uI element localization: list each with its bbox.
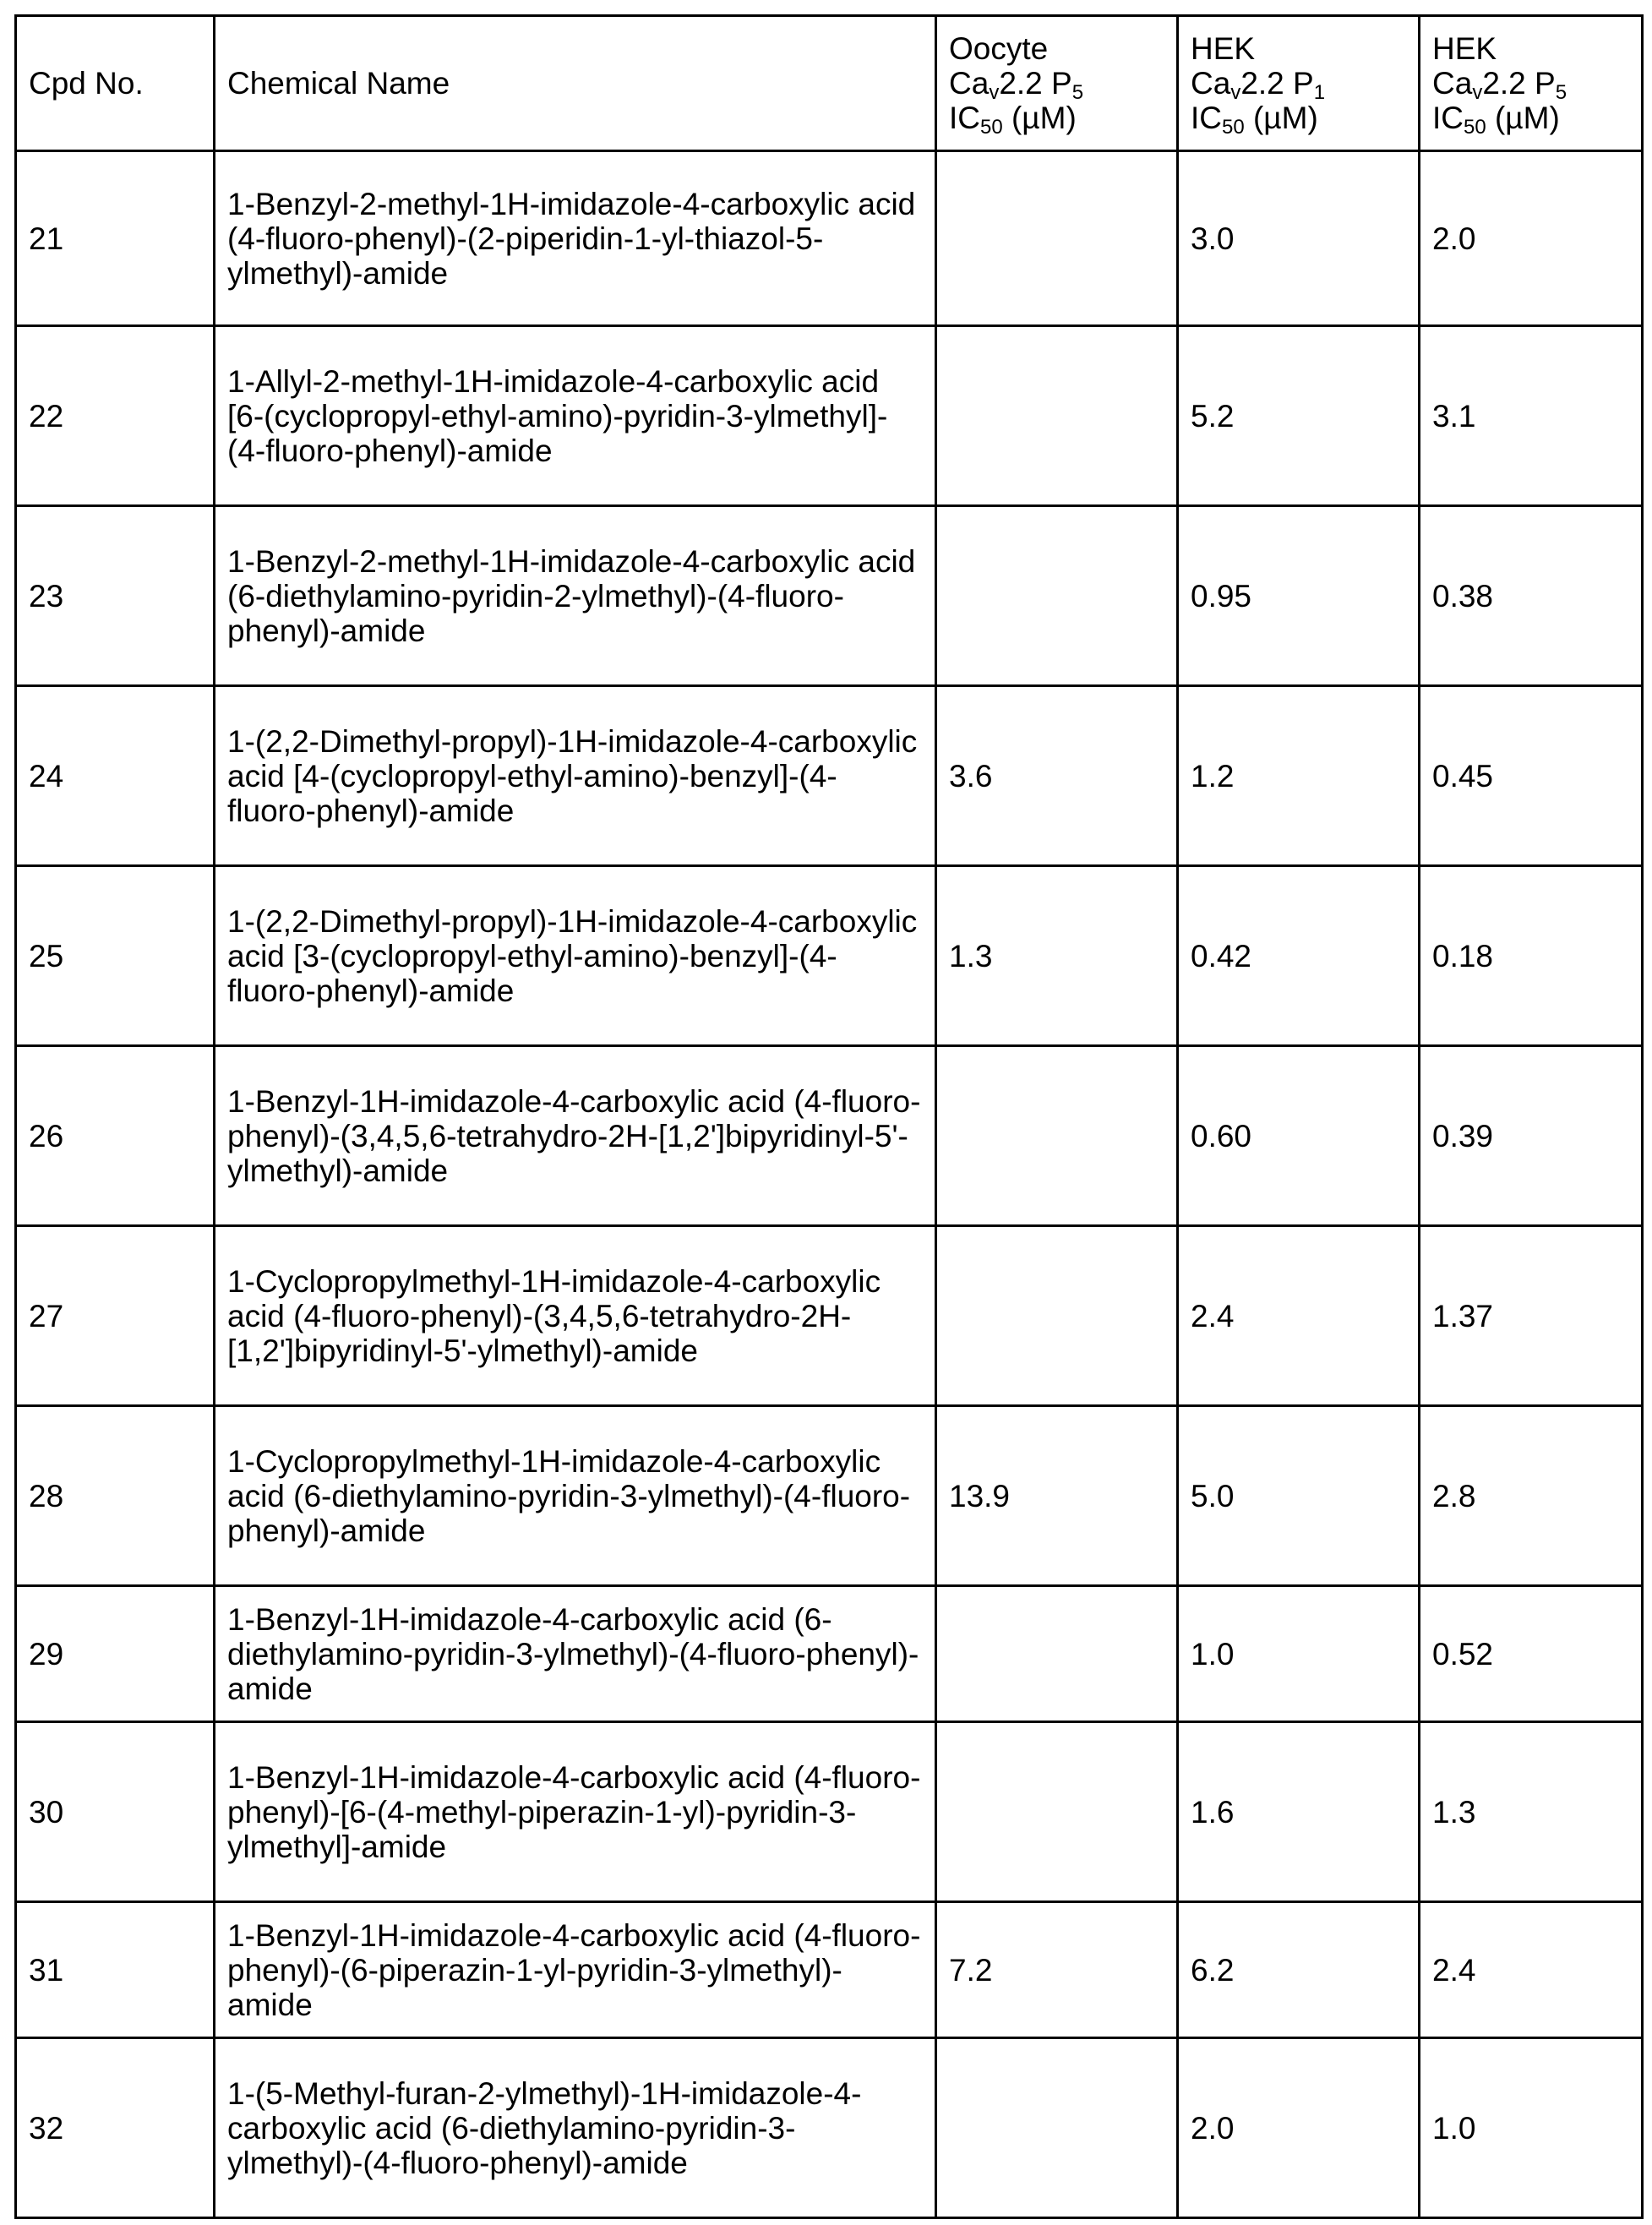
cell-hek5: 1.3 bbox=[1420, 1722, 1643, 1902]
header-chemical-name: Chemical Name bbox=[215, 16, 936, 151]
cell-oocyte: 7.2 bbox=[936, 1902, 1178, 2038]
cell-hek5: 2.4 bbox=[1420, 1902, 1643, 2038]
cell-name: 1-Benzyl-1H-imidazole-4-carboxylic acid (4-fluoro-phenyl)-(3,4,5,6-tetrahydro-2H-[1,2']bipyridinyl-5'-ylmethyl)-amide bbox=[215, 1046, 936, 1226]
header-cpd-no: Cpd No. bbox=[16, 16, 215, 151]
cell-hek5: 3.1 bbox=[1420, 326, 1643, 506]
table-row bbox=[16, 1902, 1643, 2038]
cell-oocyte bbox=[936, 506, 1178, 686]
cell-name: 1-Benzyl-2-methyl-1H-imidazole-4-carboxylic acid (6-diethylamino-pyridin-2-ylmethyl)-(4-fluoro-phenyl)-amide bbox=[215, 506, 936, 686]
table-row bbox=[16, 1722, 1643, 1902]
cell-hek1: 2.0 bbox=[1178, 2038, 1420, 2218]
cell-name: 1-Cyclopropylmethyl-1H-imidazole-4-carboxylic acid (4-fluoro-phenyl)-(3,4,5,6-tetrahydro-2H-[1,2']bipyridinyl-5'-ylmethyl)-amide bbox=[215, 1226, 936, 1406]
cell-oocyte bbox=[936, 1226, 1178, 1406]
cell-oocyte: 3.6 bbox=[936, 686, 1178, 866]
cell-name: 1-Benzyl-1H-imidazole-4-carboxylic acid (6-diethylamino-pyridin-3-ylmethyl)-(4-fluoro-phenyl)-amide bbox=[215, 1586, 936, 1722]
cell-hek1: 0.60 bbox=[1178, 1046, 1420, 1226]
cell-hek5: 0.38 bbox=[1420, 506, 1643, 686]
cell-hek5: 1.0 bbox=[1420, 2038, 1643, 2218]
cell-oocyte bbox=[936, 326, 1178, 506]
cell-name: 1-Cyclopropylmethyl-1H-imidazole-4-carboxylic acid (6-diethylamino-pyridin-3-ylmethyl)-(4-fluoro-phenyl)-amide bbox=[215, 1406, 936, 1586]
cell-hek5: 0.52 bbox=[1420, 1586, 1643, 1722]
header-line: Oocyte bbox=[949, 31, 1164, 66]
cell-name: 1-Benzyl-1H-imidazole-4-carboxylic acid (4-fluoro-phenyl)-(6-piperazin-1-yl-pyridin-3-ylmethyl)-amide bbox=[215, 1902, 936, 2038]
table-row bbox=[16, 1586, 1643, 1722]
cell-cpd: 30 bbox=[16, 1722, 215, 1902]
cell-name: 1-Allyl-2-methyl-1H-imidazole-4-carboxylic acid [6-(cyclopropyl-ethyl-amino)-pyridin-3-ylmethyl]-(4-fluoro-phenyl)-amide bbox=[215, 326, 936, 506]
table-row bbox=[16, 151, 1643, 326]
cell-cpd: 31 bbox=[16, 1902, 215, 2038]
cell-cpd: 23 bbox=[16, 506, 215, 686]
cell-hek1: 0.95 bbox=[1178, 506, 1420, 686]
cell-cpd: 29 bbox=[16, 1586, 215, 1722]
cell-hek1: 1.6 bbox=[1178, 1722, 1420, 1902]
table-row bbox=[16, 1046, 1643, 1226]
table-row bbox=[16, 326, 1643, 506]
header-hek-p5 bbox=[1420, 16, 1643, 151]
cell-hek5: 2.0 bbox=[1420, 151, 1643, 326]
cell-hek5: 1.37 bbox=[1420, 1226, 1643, 1406]
header-line: Cav2.2 P5 bbox=[1432, 66, 1629, 101]
cell-oocyte bbox=[936, 1046, 1178, 1226]
cell-cpd: 26 bbox=[16, 1046, 215, 1226]
table-row bbox=[16, 1406, 1643, 1586]
table-row bbox=[16, 1226, 1643, 1406]
cell-hek1: 0.42 bbox=[1178, 866, 1420, 1046]
header-line: IC50 (µM) bbox=[1191, 101, 1406, 135]
cell-cpd: 28 bbox=[16, 1406, 215, 1586]
cell-name: 1-(5-Methyl-furan-2-ylmethyl)-1H-imidazole-4-carboxylic acid (6-diethylamino-pyridin-3-ylmethyl)-(4-fluoro-phenyl)-amide bbox=[215, 2038, 936, 2218]
header-line: IC50 (µM) bbox=[949, 101, 1164, 135]
cell-cpd: 27 bbox=[16, 1226, 215, 1406]
cell-hek1: 1.2 bbox=[1178, 686, 1420, 866]
header-line: HEK bbox=[1191, 31, 1406, 66]
cell-oocyte bbox=[936, 2038, 1178, 2218]
cell-cpd: 32 bbox=[16, 2038, 215, 2218]
cell-name: 1-(2,2-Dimethyl-propyl)-1H-imidazole-4-carboxylic acid [3-(cyclopropyl-ethyl-amino)-benzyl]-(4-fluoro-phenyl)-amide bbox=[215, 866, 936, 1046]
cell-hek1: 1.0 bbox=[1178, 1586, 1420, 1722]
table-row bbox=[16, 2038, 1643, 2218]
cell-hek5: 2.8 bbox=[1420, 1406, 1643, 1586]
cell-hek1: 6.2 bbox=[1178, 1902, 1420, 2038]
header-oocyte bbox=[936, 16, 1178, 151]
cell-oocyte bbox=[936, 151, 1178, 326]
cell-hek1: 3.0 bbox=[1178, 151, 1420, 326]
cell-name: 1-Benzyl-2-methyl-1H-imidazole-4-carboxylic acid (4-fluoro-phenyl)-(2-piperidin-1-yl-thiazol-5-ylmethyl)-amide bbox=[215, 151, 936, 326]
cell-hek1: 2.4 bbox=[1178, 1226, 1420, 1406]
cell-oocyte: 13.9 bbox=[936, 1406, 1178, 1586]
header-line: HEK bbox=[1432, 31, 1629, 66]
cell-hek5: 0.18 bbox=[1420, 866, 1643, 1046]
cell-cpd: 21 bbox=[16, 151, 215, 326]
cell-hek5: 0.45 bbox=[1420, 686, 1643, 866]
header-row bbox=[16, 16, 1643, 151]
cell-cpd: 24 bbox=[16, 686, 215, 866]
cell-cpd: 25 bbox=[16, 866, 215, 1046]
cell-hek1: 5.2 bbox=[1178, 326, 1420, 506]
table-row bbox=[16, 506, 1643, 686]
cell-hek5: 0.39 bbox=[1420, 1046, 1643, 1226]
cell-oocyte bbox=[936, 1586, 1178, 1722]
cell-oocyte bbox=[936, 1722, 1178, 1902]
table-row bbox=[16, 866, 1643, 1046]
cell-cpd: 22 bbox=[16, 326, 215, 506]
header-hek-p1 bbox=[1178, 16, 1420, 151]
cell-name: 1-Benzyl-1H-imidazole-4-carboxylic acid (4-fluoro-phenyl)-[6-(4-methyl-piperazin-1-yl)-pyridin-3-ylmethyl]-amide bbox=[215, 1722, 936, 1902]
header-line: Cav2.2 P1 bbox=[1191, 66, 1406, 101]
table-row bbox=[16, 686, 1643, 866]
compound-table bbox=[14, 14, 1644, 2219]
cell-hek1: 5.0 bbox=[1178, 1406, 1420, 1586]
header-line: IC50 (µM) bbox=[1432, 101, 1629, 135]
header-line: Cav2.2 P5 bbox=[949, 66, 1164, 101]
cell-oocyte: 1.3 bbox=[936, 866, 1178, 1046]
cell-name: 1-(2,2-Dimethyl-propyl)-1H-imidazole-4-carboxylic acid [4-(cyclopropyl-ethyl-amino)-benzyl]-(4-fluoro-phenyl)-amide bbox=[215, 686, 936, 866]
